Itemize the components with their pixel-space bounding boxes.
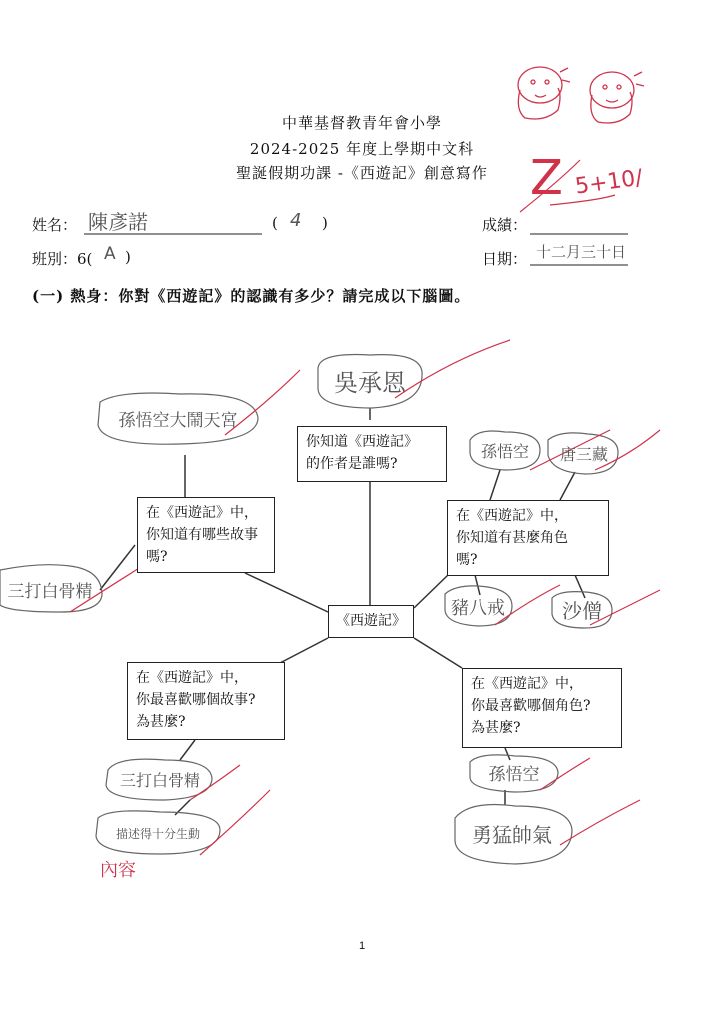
answer-fav-char: 孫悟空 [488, 765, 540, 785]
seat-open: ( [272, 214, 278, 232]
question-heading: (一) 熱身：你對《西遊記》的認識有多少？請完成以下腦圖。 [32, 287, 471, 305]
box-line: 在《西遊記》中， [146, 505, 258, 521]
box-line: 的作者是誰嗎? [306, 456, 398, 472]
class-label: 班別：6( [32, 250, 93, 268]
seat-value: 4 [290, 210, 302, 231]
answer-char-2: 唐三藏 [559, 445, 609, 464]
class-value: A [104, 244, 116, 264]
box-line: 嗎? [456, 552, 478, 568]
box-line: 你最喜歡哪個角色? [471, 698, 591, 714]
grade-value: Z [530, 150, 563, 206]
answer-fav-story: 三打白骨精 [119, 771, 201, 790]
teacher-stamp-2 [590, 72, 644, 123]
box-center-topic [328, 605, 414, 638]
box-line: 為甚麼? [136, 714, 186, 730]
grade-score: 5+10/ [573, 165, 645, 200]
box-fav-character-question [462, 668, 622, 748]
assignment-title: 聖誕假期功課 -《西遊記》創意寫作 [236, 164, 488, 182]
answer-fav-story-reason: 描述得十分生動 [115, 827, 201, 841]
box-characters-question [447, 500, 609, 576]
seat-close: ) [322, 214, 328, 232]
answer-char-1: 孫悟空 [480, 442, 530, 461]
box-line: 你知道有甚麼角色 [456, 530, 568, 546]
answer-story-2: 三打白骨精 [7, 582, 93, 602]
box-line: 你知道《西遊記》 [306, 434, 418, 450]
answer-story-1: 孫悟空大鬧天宮 [118, 411, 238, 431]
name-label: 姓名： [32, 216, 78, 234]
box-fav-story-question [127, 662, 285, 740]
page-number: 1 [358, 940, 366, 952]
school-name: 中華基督教青年會小學 [281, 114, 442, 132]
grade-label: 成績： [482, 216, 528, 234]
class-close: ) [125, 248, 131, 266]
box-line: 為甚麼? [471, 720, 521, 736]
box-line: 在《西遊記》中， [136, 670, 248, 686]
box-line: 在《西遊記》中， [471, 676, 583, 692]
answer-char-4: 沙僧 [562, 599, 602, 623]
box-line: 你最喜歡哪個故事? [136, 692, 256, 708]
term-title: 2024-2025 年度上學期中文科 [249, 140, 475, 158]
teacher-stamp-1 [518, 67, 570, 119]
answer-author: 吳承恩 [334, 369, 406, 397]
name-value: 陳彥諾 [88, 210, 148, 234]
box-author-question [297, 426, 447, 482]
box-line: 你知道有哪些故事 [146, 527, 258, 543]
box-line: 在《西遊記》中， [456, 508, 568, 524]
date-label: 日期： [482, 250, 528, 268]
center-topic-label: 《西遊記》 [336, 613, 406, 629]
teacher-comment: 內容 [100, 860, 136, 881]
answer-fav-char-reason: 勇猛帥氣 [472, 823, 552, 847]
answer-char-3: 豬八戒 [451, 598, 505, 619]
box-stories-question [137, 497, 275, 573]
box-line: 嗎? [146, 549, 168, 565]
date-value: 十二月三十日 [536, 243, 627, 261]
